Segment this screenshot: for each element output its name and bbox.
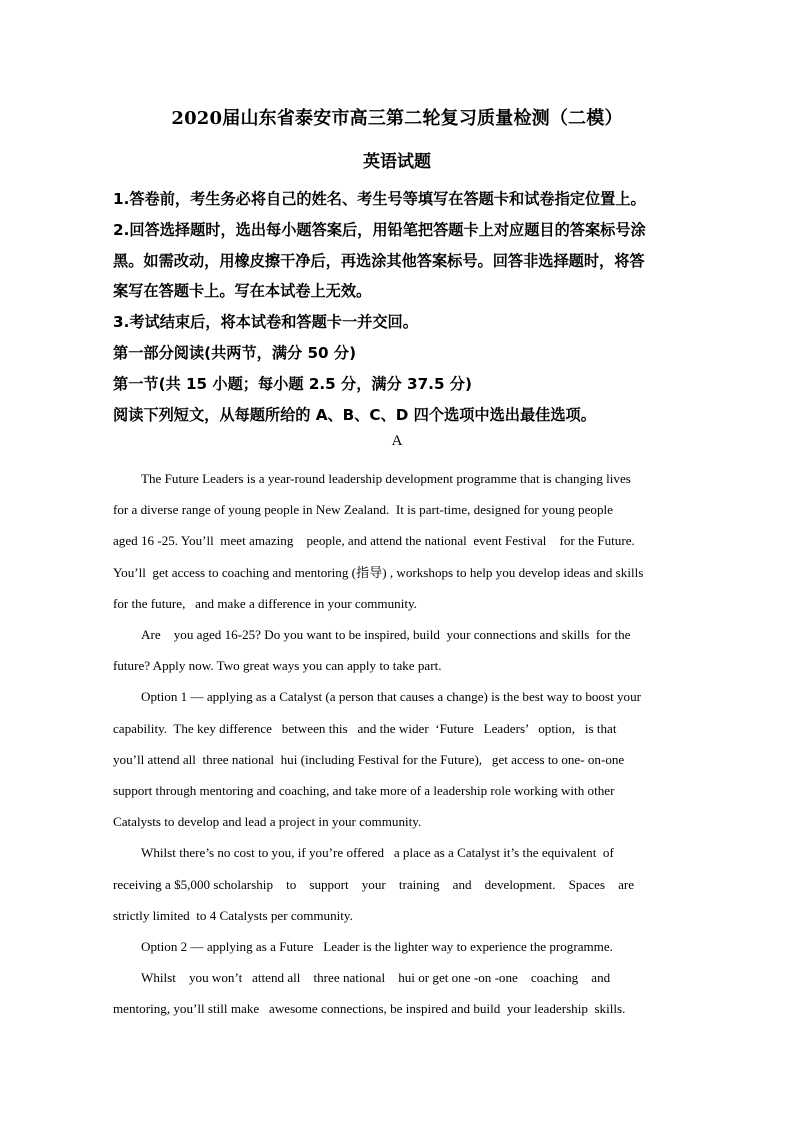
instruction-line: 1.答卷前，考生务必将自己的姓名、考生号等填写在答题卡和试卷指定位置上。 xyxy=(113,190,646,208)
section-heading: 第一部分阅读(共两节，满分 50 分) xyxy=(113,343,357,362)
exam-subtitle: 英语试题 xyxy=(363,152,431,172)
passage-line: Option 1 — applying as a Catalyst (a person that causes a change) is the best way to boost your xyxy=(141,689,641,705)
passage-line: You’ll get access to coaching and mentoring (指导) , workshops to help you develop ideas and skills xyxy=(113,564,644,580)
passage-line: Catalysts to develop and lead a project in your community. xyxy=(113,814,422,830)
passage-line: The Future Leaders is a year-round leadership development programme that is changing lives xyxy=(141,471,631,486)
passage-line: mentoring, you’ll still make awesome connections, be inspired and build your leadership skills. xyxy=(113,1001,626,1017)
exam-title: 2020届山东省泰安市高三第二轮复习质量检测（二模） xyxy=(171,108,623,129)
passage-line: Are you aged 16-25? Do you want to be inspired, build your connections and skills for the xyxy=(141,627,631,643)
passage-label: A xyxy=(391,433,403,449)
instructions-block xyxy=(113,184,681,430)
passage-line: receiving a $5,000 scholarship to support your training and development. Spaces are xyxy=(113,876,635,892)
passage-line: future? Apply now. Two great ways you can apply to take part. xyxy=(113,658,442,674)
passage-line: Whilst you won’t attend all three national hui or get one -on -one coaching and xyxy=(141,970,611,986)
passage-line: capability. The key difference between this and the wider ‘Future Leaders’ option, is that xyxy=(113,720,617,736)
instruction-line: 2.回答选择题时，选出每小题答案后，用铅笔把答题卡上对应题目的答案标号涂 xyxy=(113,220,646,239)
passage-line: Option 2 — applying as a Future Leader is the lighter way to experience the programme. xyxy=(141,939,613,955)
passage-line: you’ll attend all three national hui (including Festival for the Future), get access to one- on-one xyxy=(113,751,625,767)
instruction-line: 黑。如需改动，用橡皮擦干净后，再选涂其他答案标号。回答非选择题时，将答 xyxy=(113,251,645,270)
instruction-line: 3.考试结束后，将本试卷和答题卡一并交回。 xyxy=(113,313,418,332)
subsection-heading: 第一节(共 15 小题；每小题 2.5 分，满分 37.5 分) xyxy=(113,374,472,393)
passage-text xyxy=(113,463,679,1025)
passage-line: support through mentoring and coaching, and take more of a leadership role working with other xyxy=(113,783,615,799)
passage-line: aged 16 -25. You’ll meet amazing people, and attend the national event Festival for the Future. xyxy=(113,533,635,549)
passage-line: for the future, and make a difference in your community. xyxy=(113,595,417,611)
instruction-line: 案写在答题卡上。写在本试卷上无效。 xyxy=(113,282,372,301)
reading-directions: 阅读下列短文，从每题所给的 A、B、C、D 四个选项中选出最佳选项。 xyxy=(113,405,596,424)
passage-line: Whilst there’s no cost to you, if you’re offered a place as a Catalyst it’s the equivalent of xyxy=(141,845,614,861)
passage-line: strictly limited to 4 Catalysts per community. xyxy=(113,907,353,923)
passage-line: for a diverse range of young people in New Zealand. It is part-time, designed for young people xyxy=(113,502,613,518)
